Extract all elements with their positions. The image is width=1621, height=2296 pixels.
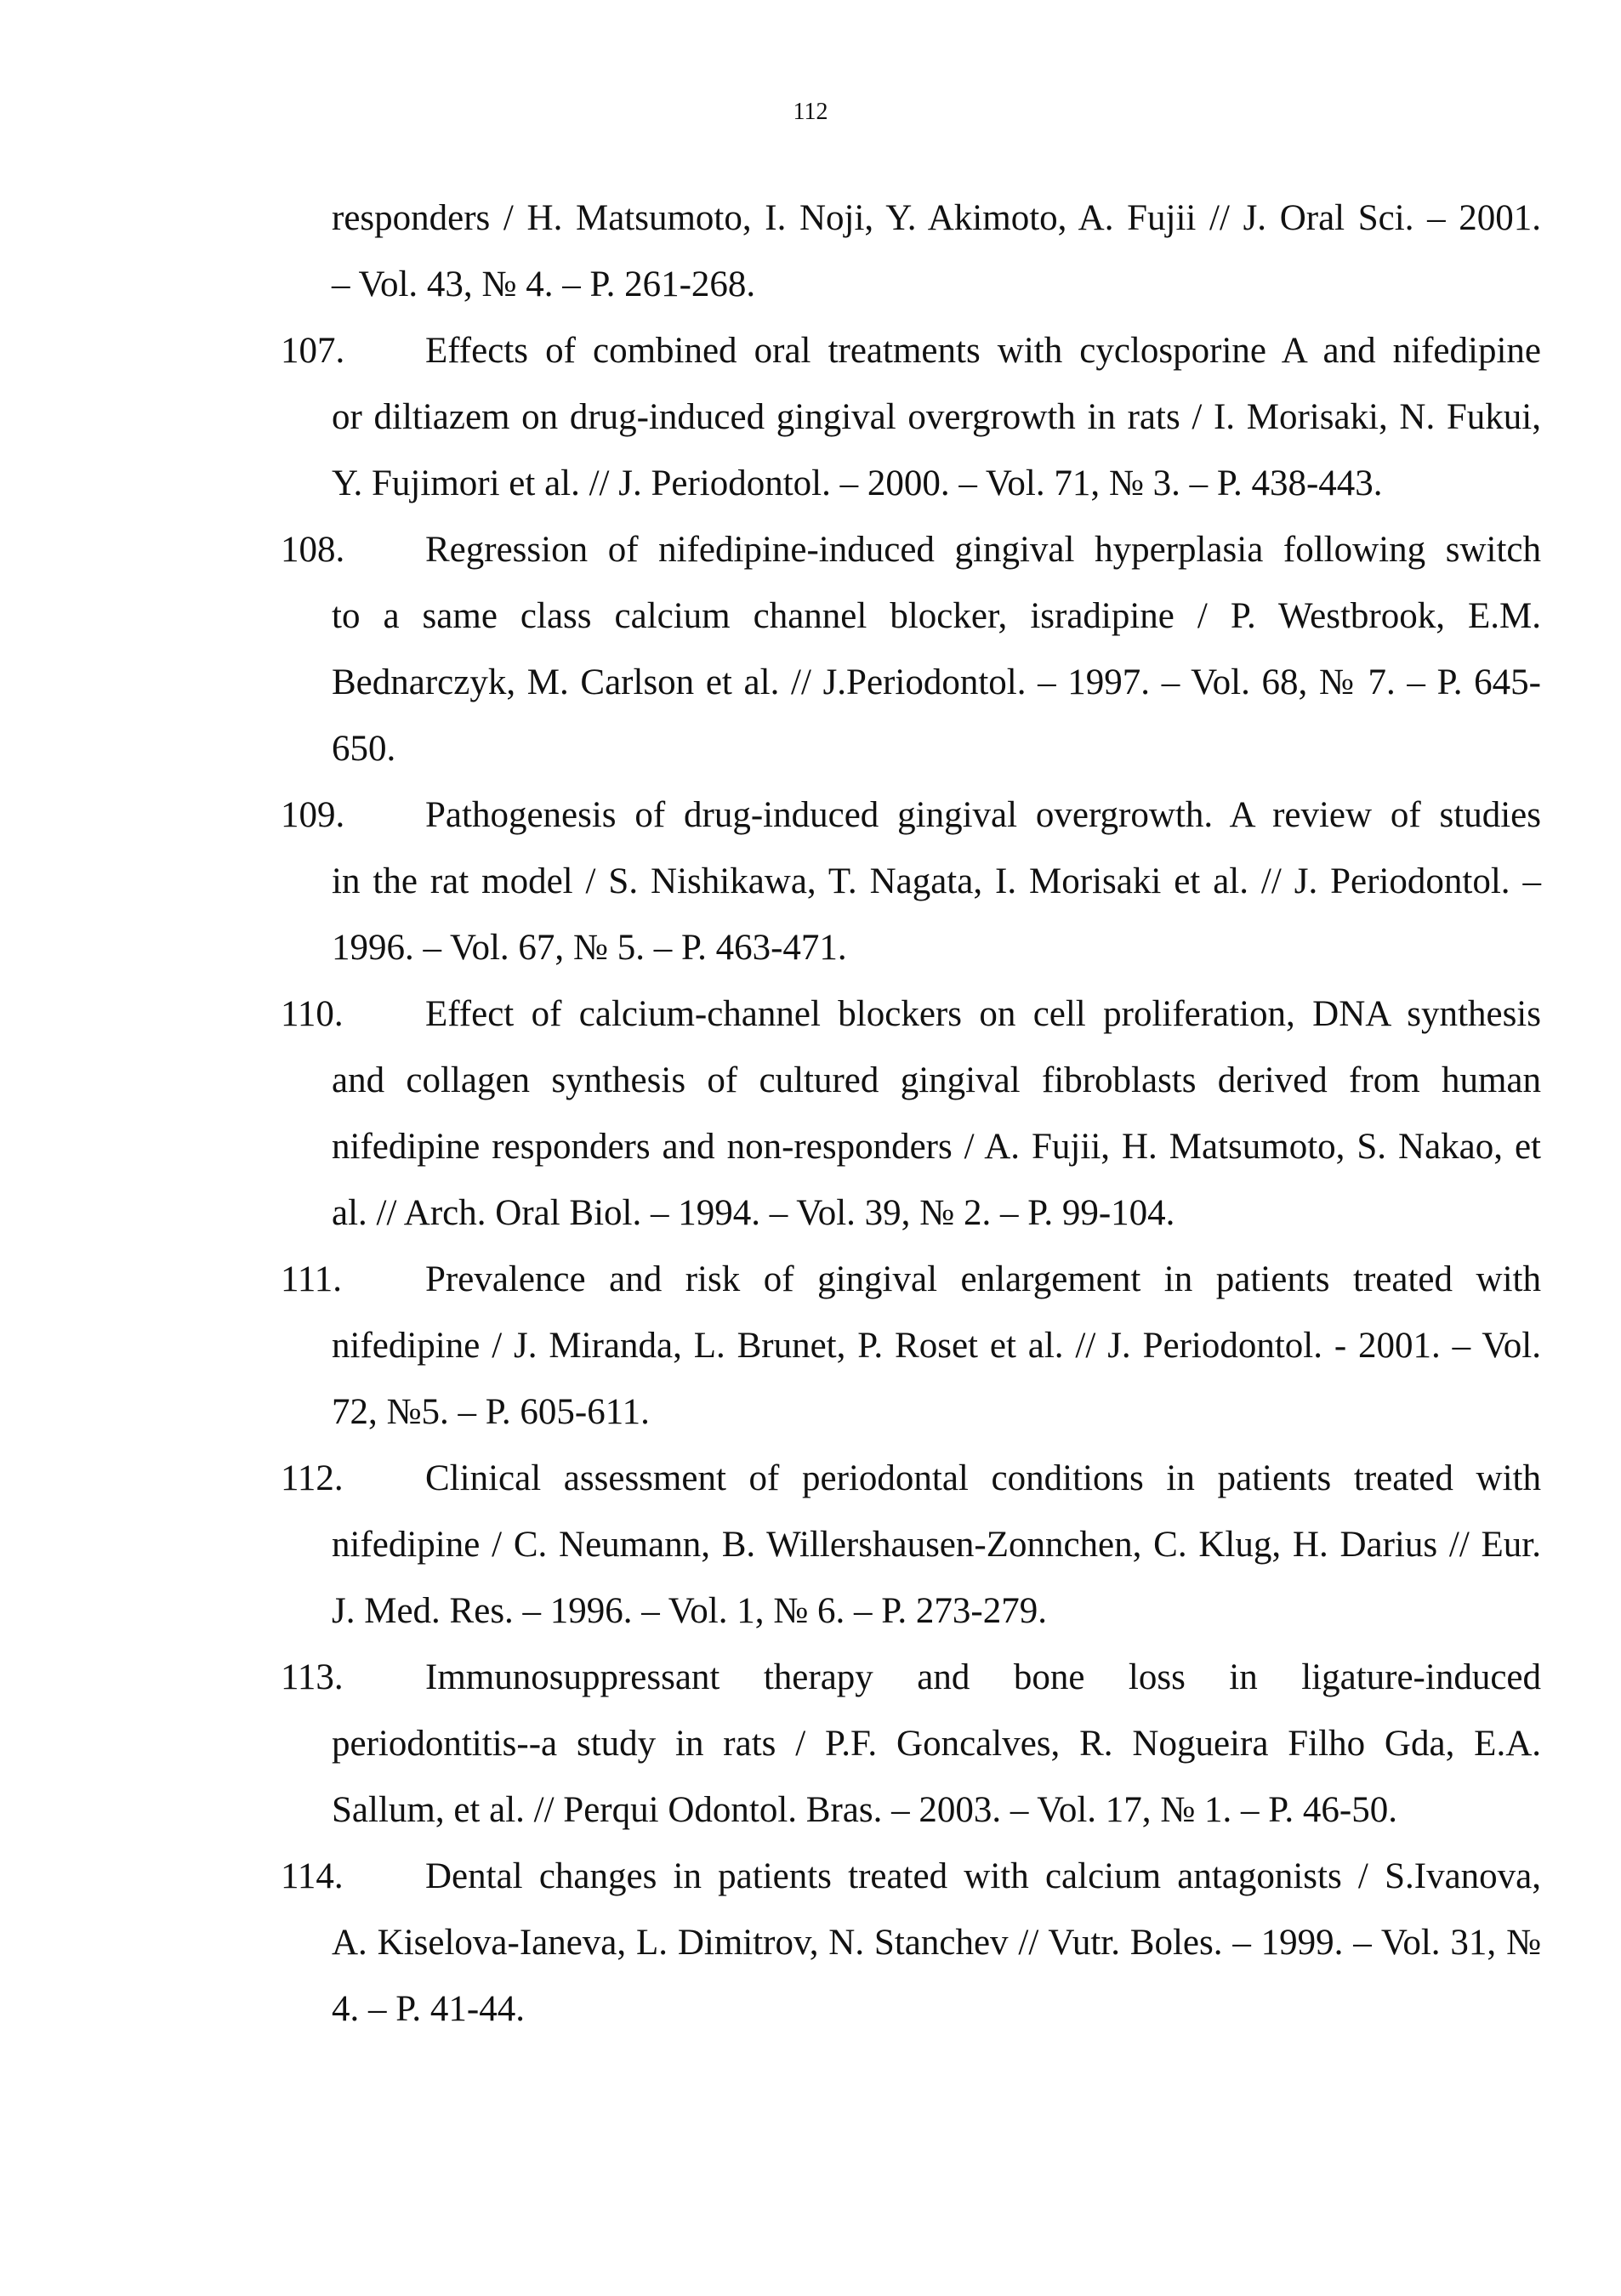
reference-item [281,1247,1541,1446]
continuation-line: responders / H. Matsumoto, I. Noji, Y. Akimoto, A. Fujii // J. Oral Sci. – 2001. [332,198,1541,238]
reference-number: 113. [281,1657,344,1697]
reference-text: nifedipine / J. Miranda, L. Brunet, P. Roset et al. // J. Periodontol. - 2001. – Vol. 72, №5. – P. 605-611. [332,1326,1541,1432]
reference-number: 114. [281,1856,344,1896]
reference-number: 110. [281,994,344,1034]
reference-first-line: Regression of nifedipine-induced gingival hyperplasia following switch [425,530,1541,570]
reference-text: nifedipine / C. Neumann, B. Willershausen-Zonnchen, C. Klug, H. Darius // Eur. J. Med. Res. – 1996. – Vol. 1, № 6. – P. 273-279. [332,1525,1541,1631]
reference-item [281,1645,1541,1844]
reference-number: 109. [281,795,345,835]
reference-first-line: Clinical assessment of periodontal conditions in patients treated with [425,1458,1541,1498]
reference-first-line: Effect of calcium-channel blockers on cell proliferation, DNA synthesis [425,994,1541,1034]
reference-continuation [332,185,1541,318]
continuation-rest: – Vol. 43, № 4. – P. 261-268. [332,264,756,304]
reference-item [281,517,1541,782]
page-number: 112 [793,99,828,125]
reference-list [281,185,1541,2043]
reference-item [281,1446,1541,1645]
reference-first-line: Prevalence and risk of gingival enlargement in patients treated with [425,1259,1541,1299]
reference-number: 108. [281,530,345,570]
reference-item [281,318,1541,517]
reference-first-line: Immunosuppressant therapy and bone loss in ligature-induced [425,1657,1541,1697]
reference-text: in the rat model / S. Nishikawa, T. Nagata, I. Morisaki et al. // J. Periodontol. – 1996. – Vol. 67, № 5. – P. 463-471. [332,861,1541,968]
reference-text: or diltiazem on drug-induced gingival overgrowth in rats / I. Morisaki, N. Fukui, Y. Fujimori et al. // J. Periodontol. – 2000. – Vol. 71, № 3. – P. 438-443. [332,397,1541,503]
reference-item [281,782,1541,981]
reference-text: to a same class calcium channel blocker, isradipine / P. Westbrook, E.M. Bednarczyk, M. Carlson et al. // J.Periodontol. – 1997. – Vol. 68, № 7. – P. 645-650. [332,596,1541,769]
reference-item [281,1844,1541,2043]
reference-text: and collagen synthesis of cultured gingival fibroblasts derived from human nifedipine responders and non-responders / A. Fujii, H. Matsumoto, S. Nakao, et al. // Arch. Oral Biol. – 1994. – Vol. 39, № 2. – P. 99-104. [332,1060,1541,1233]
reference-text: periodontitis--a study in rats / P.F. Goncalves, R. Nogueira Filho Gda, E.A. Sallum, et al. // Perqui Odontol. Bras. – 2003. – Vol. 17, № 1. – P. 46-50. [332,1724,1541,1830]
reference-text: A. Kiselova-Ianeva, L. Dimitrov, N. Stanchev // Vutr. Boles. – 1999. – Vol. 31, № 4. – P. 41-44. [332,1923,1541,2029]
reference-first-line: Dental changes in patients treated with calcium antagonists / S.Ivanova, [425,1856,1541,1896]
reference-number: 107. [281,331,345,371]
reference-first-line: Pathogenesis of drug-induced gingival overgrowth. A review of studies [425,795,1541,835]
reference-number: 112. [281,1458,344,1498]
reference-number: 111. [281,1259,343,1299]
reference-first-line: Effects of combined oral treatments with cyclosporine A and nifedipine [425,331,1541,371]
reference-item [281,981,1541,1247]
